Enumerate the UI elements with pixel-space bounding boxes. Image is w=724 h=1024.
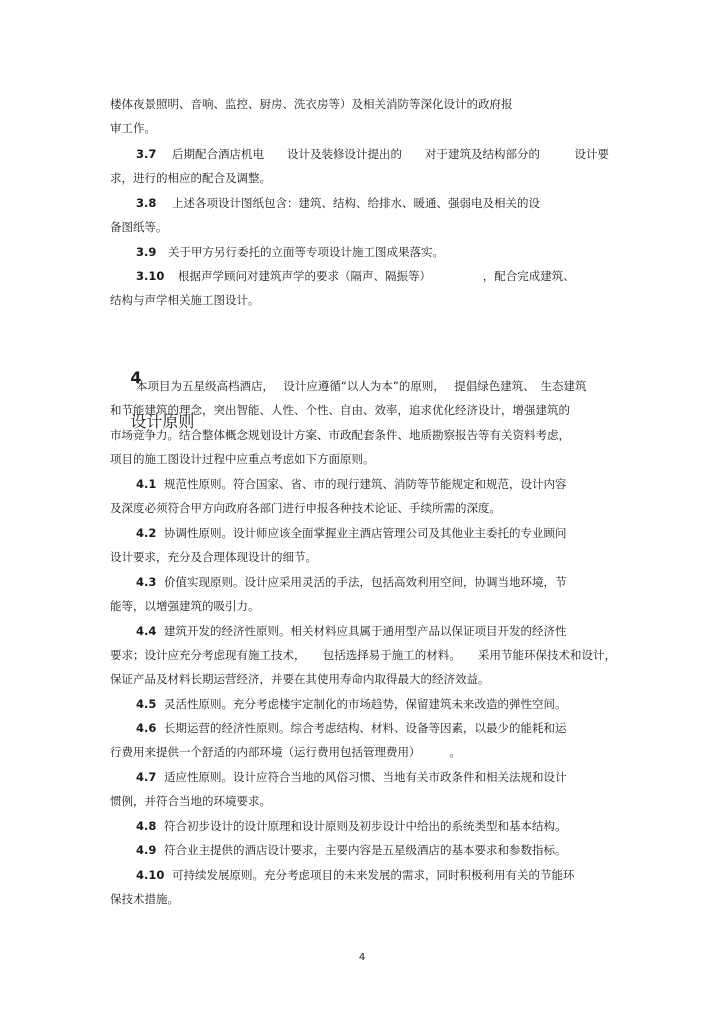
paragraph-line: 项目的施工图设计过程中应重点考虑如下方面原则。 [110, 452, 375, 466]
page-number: 4 [358, 952, 366, 963]
section-number: 4 [130, 368, 142, 387]
paragraph-line: 长期运营的经济性原则。综合考虑结构、材料、设备等因素，以最少的能耗和运 [164, 721, 567, 735]
paragraph-line: 符合初步设计的设计原理和设计原则及初步设计中给出的系统类型和基本结构。 [164, 819, 567, 833]
paragraph-line: 楼体夜景照明、音响、监控、厨房、洗衣房等）及相关消防等深化设计的政府报 [110, 97, 513, 111]
paragraph-line: 上述各项设计图纸包含：建筑、结构、给排水、暖通、强弱电及相关的设 [172, 196, 540, 210]
paragraph-line: 和节能建筑的理念，突出智能、人性、个性、自由、效率，追求优化经济设计，增强建筑的 [110, 403, 570, 417]
paragraph-line: 本项目为五星级高档酒店， 设计应遵循“以人为本”的原则， 提倡绿色建筑、 生态建筑 [136, 379, 587, 393]
item-number: 4.3 [136, 575, 157, 589]
paragraph-line: 备图纸等。 [110, 220, 168, 234]
paragraph-line: 后期配合酒店机电 设计及装修设计提出的 对于建筑及结构部分的 设计要 [172, 147, 609, 161]
item-number: 4.6 [136, 721, 157, 735]
item-number: 4.8 [136, 819, 157, 833]
paragraph-line: 市场竞争力。结合整体概念规划设计方案、市政配套条件、地质勘察报告等有关资料考虑， [110, 428, 570, 442]
paragraph-line: 惯例，并符合当地的环境要求。 [110, 794, 271, 808]
paragraph-line: 灵活性原则。充分考虑楼宇定制化的市场趋势，保留建筑未来改造的弹性空间。 [164, 697, 567, 711]
item-number: 4.1 [136, 477, 157, 491]
paragraph-line: 求，进行的相应的配合及调整。 [110, 171, 271, 185]
paragraph-line: 能等，以增强建筑的吸引力。 [110, 599, 260, 613]
item-number: 4.4 [136, 624, 157, 638]
paragraph-line: 协调性原则。设计师应该全面掌握业主酒店管理公司及其他业主委托的专业顾问 [164, 526, 567, 540]
item-number: 4.9 [136, 843, 157, 857]
paragraph-line: 保证产品及材料长期运营经济，并要在其使用寿命内取得最大的经济效益。 [110, 672, 490, 686]
paragraph-line: 关于甲方另行委托的立面等专项设计施工图成果落实。 [168, 245, 444, 259]
item-number: 4.10 [136, 868, 165, 882]
item-number: 3.7 [136, 147, 157, 161]
item-number: 3.9 [136, 245, 157, 259]
item-number: 4.5 [136, 697, 157, 711]
paragraph-line: 适应性原则。设计应符合当地的风俗习惯、当地有关市政条件和相关法规和设计 [164, 770, 567, 784]
paragraph-line: 结构与声学相关施工图设计。 [110, 293, 260, 307]
paragraph-line: 符合业主提供的酒店设计要求，主要内容是五星级酒店的基本要求和参数指标。 [164, 843, 567, 857]
paragraph-line: 保技术措施。 [110, 892, 179, 906]
item-number: 3.8 [136, 196, 157, 210]
paragraph-line: 及深度必须符合甲方向政府各部门进行申报各种技术论证、手续所需的深度。 [110, 501, 501, 515]
section-title: 设计原则 [130, 412, 195, 431]
paragraph-line: 建筑开发的经济性原则。相关材料应具属于通用型产品以保证项目开发的经济性 [164, 624, 567, 638]
paragraph-line: 审工作。 [110, 121, 156, 135]
paragraph-line: 行费用来提供一个舒适的内部环境（运行费用包括管理费用） 。 [110, 745, 461, 759]
item-number: 3.10 [136, 269, 165, 283]
paragraph-line: 规范性原则。符合国家、省、市的现行建筑、消防等节能规定和规范，设计内容 [164, 477, 567, 491]
paragraph-line: 要求；设计应充分考虑现有施工技术， 包括选择易于施工的材料。 采用节能环保技术和设计， [110, 648, 616, 662]
paragraph-line: 价值实现原则。设计应采用灵活的手法，包括高效利用空间，协调当地环境，节 [164, 575, 567, 589]
item-number: 4.2 [136, 526, 157, 540]
paragraph-line: 根据声学顾问对建筑声学的要求（隔声、隔振等） ，配合完成建筑、 [178, 269, 575, 283]
paragraph-line: 可持续发展原则。充分考虑项目的未来发展的需求，同时积极利用有关的节能环 [172, 868, 575, 882]
paragraph-line: 设计要求，充分及合理体现设计的细节。 [110, 550, 317, 564]
item-number: 4.7 [136, 770, 157, 784]
